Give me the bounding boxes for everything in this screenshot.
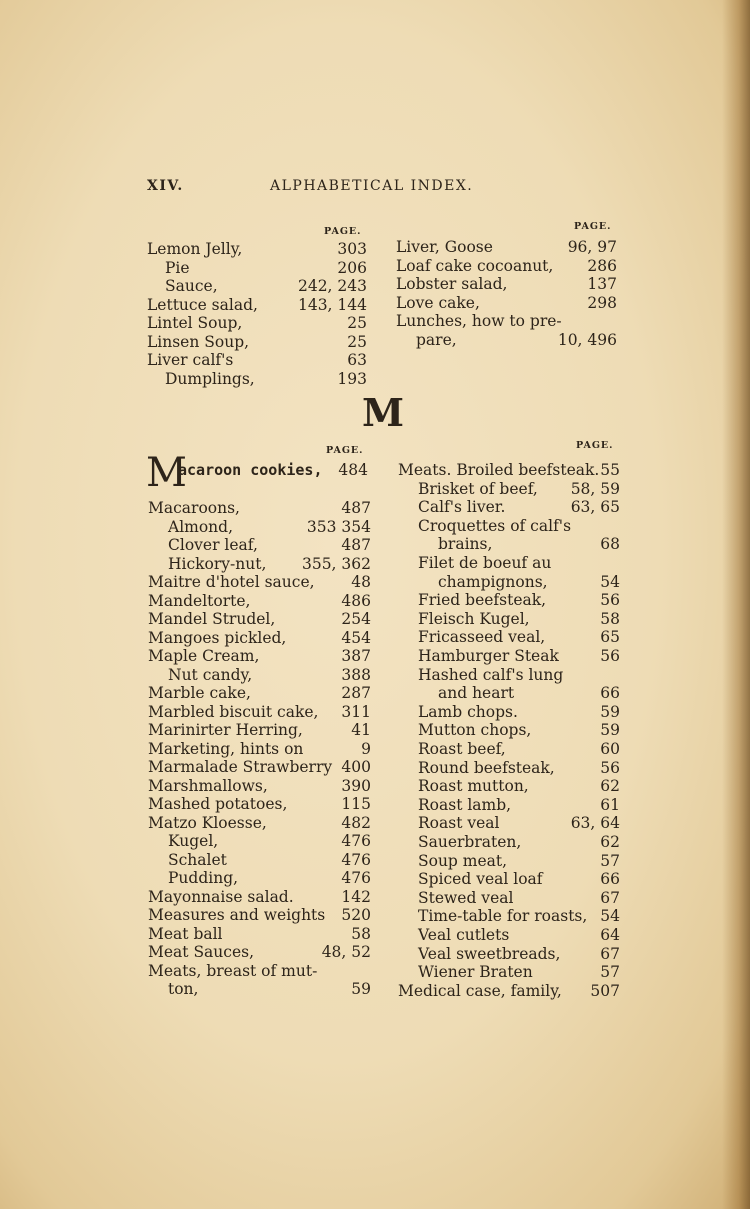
entry-label: Liver, Goose: [396, 238, 493, 256]
entry-label: Sauerbraten,: [418, 833, 522, 851]
entry-page: 353 354: [306, 517, 371, 536]
entry-page: 67: [600, 944, 620, 963]
entry-page: 137: [587, 275, 617, 293]
entry-label: Lintel Soup,: [147, 314, 243, 332]
entry-label: Veal sweetbreads,: [418, 944, 561, 963]
page-column-label: PAGE.: [326, 445, 364, 456]
entry-page: 56: [600, 758, 620, 777]
entry-page: 54: [600, 907, 620, 926]
entry-page: 54: [600, 572, 620, 591]
index-entry: [398, 591, 620, 610]
index-entry: [148, 795, 371, 814]
entry-page: 143, 144: [297, 295, 367, 314]
entry-page: 48, 52: [321, 943, 371, 961]
entry-page: 58: [600, 609, 620, 628]
entry-label: Liver calf's: [147, 351, 234, 369]
entry-label: Lettuce salad,: [147, 295, 258, 314]
index-entry: [398, 554, 620, 573]
entry-label: Marketing, hints on: [148, 739, 304, 758]
index-entry: [398, 610, 620, 629]
entry-page: 400: [341, 758, 371, 776]
entry-label: Nut candy,: [168, 665, 253, 684]
entry-page: 41: [351, 721, 371, 739]
entry-label: Mandeltorte,: [148, 591, 251, 610]
entry-page: 59: [351, 980, 371, 998]
entry-label: Kugel,: [168, 832, 219, 850]
index-entry: [148, 703, 371, 722]
running-header: [147, 178, 487, 194]
entry-label: Roast lamb,: [418, 795, 512, 814]
index-entry: [398, 833, 620, 852]
entry-label: Lobster salad,: [396, 275, 508, 293]
index-entry: [148, 943, 371, 962]
entry-page: 242, 243: [297, 277, 367, 295]
entry-label: ton,: [168, 980, 199, 998]
entry-page: 63, 64: [570, 814, 620, 833]
entry-label: Sauce,: [165, 277, 218, 295]
index-entry: [147, 259, 367, 278]
entry-label: Maple Cream,: [148, 647, 260, 665]
index-entry: [148, 666, 371, 685]
entry-page: 63, 65: [570, 498, 620, 517]
index-entry: [396, 275, 617, 294]
page-edge-shading: [722, 0, 750, 1209]
index-entry: [148, 647, 371, 666]
entry-page: 206: [337, 258, 367, 277]
entry-label: Clover leaf,: [168, 536, 258, 554]
entry-label: Measures and weights: [148, 906, 326, 924]
entry-page: 287: [341, 684, 371, 702]
entry-label: Lunches, how to pre-: [396, 312, 562, 330]
entry-page: 486: [341, 591, 371, 610]
entry-label: acaroon cookies,: [178, 461, 323, 479]
index-entry: [398, 814, 620, 833]
index-entry: [148, 592, 371, 611]
entry-label: Dumplings,: [165, 369, 255, 388]
entry-label: Roast beef,: [418, 740, 506, 758]
index-entry: [398, 740, 620, 759]
index-entry: [398, 721, 620, 740]
index-entry: [148, 925, 371, 944]
entry-page: 48: [351, 573, 371, 591]
entry-page: 10, 496: [557, 330, 617, 349]
index-entry: [147, 240, 367, 259]
entry-label: Hickory-nut,: [168, 554, 267, 573]
index-entry: [398, 517, 620, 536]
entry-label: Pie: [165, 258, 190, 277]
entry-label: Schalet: [168, 850, 227, 869]
entry-label: Round beefsteak,: [418, 758, 555, 777]
entry-label: Time-table for roasts,: [418, 907, 588, 926]
entry-page: 254: [341, 610, 371, 628]
entry-label: Fried beefsteak,: [418, 591, 547, 610]
entry-label: Meat Sauces,: [148, 943, 255, 961]
entry-page: 58: [351, 924, 371, 943]
index-entry: [148, 758, 371, 777]
entry-label: Matzo Kloesse,: [148, 813, 267, 832]
index-entry: [398, 907, 620, 926]
entry-page: 387: [341, 647, 371, 665]
index-entry: [148, 906, 371, 925]
index-entry: [398, 852, 620, 871]
entry-label: Meats. Broiled beefsteak.: [398, 461, 600, 479]
entry-label: Linsen Soup,: [147, 332, 250, 351]
entry-label: Marinirter Herring,: [148, 721, 303, 739]
index-entry: [398, 535, 620, 554]
index-entry: [148, 832, 371, 851]
index-entry: [148, 518, 371, 537]
entry-label: Wiener Braten: [418, 963, 533, 982]
index-entry: [148, 980, 371, 999]
index-entry: [148, 869, 371, 888]
entry-page: 484: [338, 461, 368, 479]
entry-label: Love cake,: [396, 293, 480, 312]
entry-page: 476: [341, 832, 371, 850]
index-entry: [147, 351, 367, 370]
index-entry: [396, 294, 617, 313]
entry-label: Maitre d'hotel sauce,: [148, 573, 315, 591]
entry-label: Hamburger Steak: [418, 647, 559, 665]
index-entry: [147, 277, 367, 296]
index-entry: [148, 629, 371, 648]
entry-label: pare,: [416, 330, 457, 349]
index-entry: [147, 314, 367, 333]
index-entry: [398, 461, 620, 480]
entry-label: Loaf cake cocoanut,: [396, 256, 554, 275]
entry-page: 62: [600, 777, 620, 796]
index-entry: [398, 982, 620, 1001]
index-entry: [398, 684, 620, 703]
entry-label: Stewed veal: [418, 888, 514, 907]
entry-page: 476: [341, 850, 371, 869]
entry-page: 65: [600, 628, 620, 647]
index-entry: [147, 333, 367, 352]
index-entry: [398, 480, 620, 499]
entry-page: 303: [337, 240, 367, 258]
index-entry: [396, 331, 617, 350]
index-entry: [148, 962, 371, 981]
entry-page: 487: [341, 499, 371, 517]
index-entry: [398, 889, 620, 908]
index-entry: [148, 684, 371, 703]
entry-page: 59: [600, 721, 620, 740]
section-letter: M: [362, 390, 405, 435]
entry-label: Fricasseed veal,: [418, 628, 546, 647]
entry-label: Spiced veal loaf: [418, 870, 543, 889]
index-entry: [398, 647, 620, 666]
entry-label: Lemon Jelly,: [147, 240, 243, 258]
entry-page: 25: [347, 332, 367, 351]
entry-label: Medical case, family,: [398, 981, 562, 1000]
entry-page: 66: [600, 870, 620, 889]
entry-label: Marbled biscuit cake,: [148, 702, 319, 721]
index-entry: [398, 796, 620, 815]
entry-page: 96, 97: [567, 238, 617, 256]
entry-label: Calf's liver.: [418, 498, 506, 517]
index-entry: [398, 666, 620, 685]
entry-label: Lamb chops.: [418, 702, 518, 721]
index-entry: [396, 257, 617, 276]
entry-label: Macaroons,: [148, 499, 240, 517]
entry-page: 311: [341, 702, 371, 721]
index-entry: [398, 703, 620, 722]
entry-page: 66: [600, 684, 620, 703]
index-entry: [398, 628, 620, 647]
entry-page: 482: [341, 813, 371, 832]
entry-page: 56: [600, 591, 620, 610]
entry-page: 25: [347, 314, 367, 332]
index-entry: [148, 721, 371, 740]
entry-label: Filet de boeuf au: [418, 554, 552, 572]
entry-page: 286: [587, 256, 617, 275]
entry-page: 9: [361, 739, 371, 758]
entry-label: Pudding,: [168, 869, 239, 887]
entry-label: Roast mutton,: [418, 777, 529, 796]
page-column-label: PAGE.: [576, 440, 614, 451]
entry-page: 355, 362: [301, 554, 371, 573]
entry-label: champignons,: [438, 572, 548, 591]
index-entry: [148, 851, 371, 870]
entry-label: Marble cake,: [148, 684, 251, 702]
entry-page: 507: [590, 981, 620, 1000]
entry-page: 142: [341, 887, 371, 906]
page-column-label: PAGE.: [574, 221, 612, 232]
index-entry: [398, 777, 620, 796]
entry-page: 61: [600, 795, 620, 814]
entry-label: brains,: [438, 535, 493, 554]
page-number-roman: XIV.: [147, 178, 184, 194]
entry-page: 56: [600, 647, 620, 665]
header-title: ALPHABETICAL INDEX.: [270, 178, 474, 194]
index-entry: [147, 370, 367, 389]
index-entry: [398, 870, 620, 889]
index-entry: [148, 740, 371, 759]
index-entry: [147, 296, 367, 315]
entry-label: Veal cutlets: [418, 926, 510, 944]
index-entry: [148, 499, 371, 518]
index-column-top-right: [396, 221, 617, 352]
entry-label: and heart: [438, 684, 515, 703]
entry-label: Mashed potatoes,: [148, 795, 288, 813]
entry-label: Roast veal: [418, 814, 500, 833]
index-entry: [398, 926, 620, 945]
entry-page: 64: [600, 926, 620, 944]
entry-label: Mutton chops,: [418, 721, 532, 740]
index-entry: [398, 498, 620, 517]
index-entry: [398, 573, 620, 592]
entry-page: 68: [600, 535, 620, 554]
index-entry: [148, 536, 371, 555]
index-entry: [148, 814, 371, 833]
entry-label: Mayonnaise salad.: [148, 887, 294, 906]
index-entry: [398, 945, 620, 964]
entry-label: Hashed calf's lung: [418, 665, 564, 684]
entry-page: 454: [341, 628, 371, 647]
entry-page: 476: [341, 869, 371, 887]
index-column-top-left: [147, 226, 367, 392]
entry-page: 67: [600, 888, 620, 907]
entry-page: 63: [347, 351, 367, 369]
entry-label: Marmalade Strawberry: [148, 758, 333, 776]
index-entry: [396, 312, 617, 331]
index-entry: [398, 963, 620, 982]
index-column-m-left: [146, 445, 371, 1001]
index-entry: [398, 759, 620, 778]
entry-label: Fleisch Kugel,: [418, 609, 530, 628]
entry-page: 59: [600, 702, 620, 721]
entry-label: Soup meat,: [418, 851, 508, 870]
entry-page: 298: [587, 293, 617, 312]
entry-page: 62: [600, 833, 620, 851]
index-entry: [148, 610, 371, 629]
entry-page: 58, 59: [570, 479, 620, 498]
page-column-label: PAGE.: [324, 226, 362, 237]
entry-label: Mangoes pickled,: [148, 628, 287, 647]
index-entry: [148, 888, 371, 907]
index-entry: [148, 777, 371, 796]
entry-label: Almond,: [168, 517, 234, 536]
index-column-m-right: [398, 440, 620, 1001]
entry-label: Mandel Strudel,: [148, 610, 276, 628]
entry-label: Meat ball: [148, 924, 223, 943]
entry-page: 487: [341, 536, 371, 554]
entry-page: 193: [337, 369, 367, 388]
entry-page: 520: [341, 906, 371, 924]
index-entry: [148, 573, 371, 592]
entry-page: 57: [600, 963, 620, 982]
index-entry: [148, 555, 371, 574]
entry-label: Brisket of beef,: [418, 479, 538, 498]
entry-page: 388: [341, 665, 371, 684]
entry-page: 390: [341, 776, 371, 795]
entry-label: Marshmallows,: [148, 776, 268, 795]
entry-page: 57: [600, 851, 620, 870]
index-entry: [396, 238, 617, 257]
entry-page: 55: [600, 461, 620, 479]
drop-cap: M: [146, 450, 187, 496]
entry-label: Croquettes of calf's: [418, 516, 572, 535]
entry-page: 60: [600, 740, 620, 758]
entry-page: 115: [341, 795, 371, 813]
entry-label: Meats, breast of mut-: [148, 961, 318, 980]
